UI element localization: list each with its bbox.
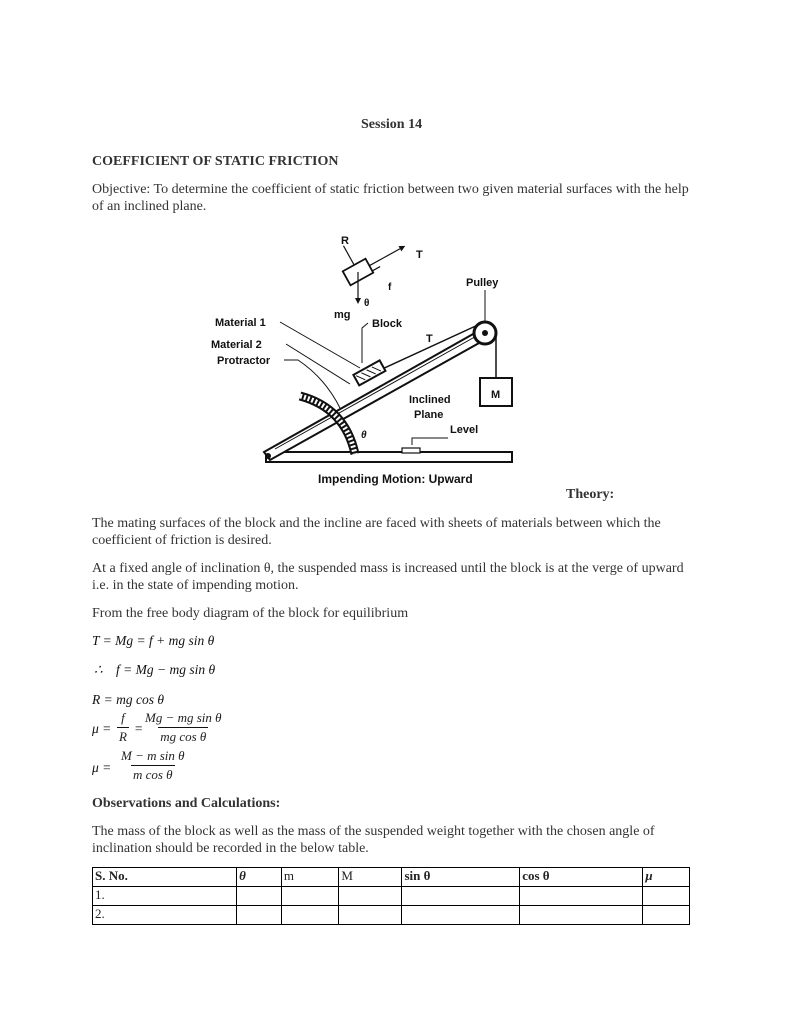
theory-paragraph-2: At a fixed angle of inclination θ, the suspended mass is increased until the block is at the verge of upward i.e. in the state of impending motion. [92, 561, 684, 593]
theory-paragraph-3: From the free body diagram of the block for equilibrium [92, 606, 409, 621]
pulley-axle [482, 330, 488, 336]
fraction-numerator: Mg − mg sin θ [145, 710, 222, 725]
session-label: Session 14 [361, 117, 423, 132]
table-cell [402, 906, 520, 925]
table-cell [237, 906, 282, 925]
equation-tension: T = Mg = f + mg sin θ [92, 633, 215, 648]
header-m: m [281, 868, 339, 887]
fraction-numerator: f [121, 710, 125, 725]
table-cell [237, 887, 282, 906]
fbd-t-label: T [416, 249, 423, 261]
plane-label: Plane [414, 409, 444, 421]
base-board [266, 452, 512, 462]
table-header-row [93, 868, 690, 887]
equation-friction: f = Mg − mg sin θ [116, 662, 216, 677]
table-cell [339, 887, 402, 906]
level-tool [402, 448, 420, 453]
mass-label: M [491, 389, 501, 401]
table-cell [643, 906, 690, 925]
fbd-f-label: f [388, 282, 392, 293]
header-big-m: M [339, 868, 402, 887]
inclined-plane-diagram [180, 228, 540, 493]
table-cell [643, 887, 690, 906]
header-mu: μ [643, 868, 690, 887]
observations-text: The mass of the block as well as the mass of the suspended weight together with the chosen angle of inclination should be recorded in the below table. [92, 824, 655, 856]
table-cell [520, 906, 643, 925]
material1-label: Material 1 [215, 317, 266, 329]
fraction-denominator: R [119, 729, 127, 744]
inclined-label: Inclined [409, 394, 451, 406]
table-cell [520, 887, 643, 906]
table-cell: 1. [93, 887, 237, 906]
fbd-theta-label: θ [364, 298, 370, 309]
equation-normal: R = mg cos θ [92, 692, 164, 707]
equation-mu-lhs: μ = [92, 721, 112, 736]
material2-leader [286, 344, 350, 384]
figure-caption: Impending Motion: Upward [318, 472, 473, 486]
level-label: Level [450, 424, 479, 436]
block-leader [362, 323, 368, 363]
block-label: Block [372, 318, 402, 330]
objective-text: Objective: To determine the coefficient of static friction between two given material surfaces with the help of an inclined plane. [92, 182, 689, 214]
fraction-numerator: M − m sin θ [121, 748, 185, 763]
therefore-symbol: ∴ [94, 662, 103, 677]
page-title: COEFFICIENT OF STATIC FRICTION [92, 154, 339, 169]
table-row [93, 887, 690, 906]
table-cell: 2. [93, 906, 237, 925]
fraction-denominator: mg cos θ [160, 729, 207, 744]
fraction-mu-expanded [143, 710, 224, 745]
material1-leader [280, 322, 360, 368]
observations-heading: Observations and Calculations: [92, 796, 281, 811]
fraction-f-over-r [117, 710, 129, 745]
table-cell [281, 906, 339, 925]
fbd-weight-arrow [355, 298, 361, 304]
header-cos-theta: cos θ [520, 868, 643, 887]
table-row [93, 906, 690, 925]
table-cell [339, 906, 402, 925]
protractor-label: Protractor [217, 355, 271, 367]
table-cell [281, 887, 339, 906]
table-cell [402, 887, 520, 906]
pivot-point [265, 453, 271, 459]
rope-t-label: T [426, 333, 433, 345]
pulley-label: Pulley [466, 277, 499, 289]
equation-mu-final-lhs: μ = [92, 760, 112, 775]
block-on-incline [353, 360, 385, 385]
fraction-denominator: m cos θ [132, 767, 173, 782]
base-theta-label: θ [361, 430, 367, 441]
fbd-r-label: R [341, 235, 349, 247]
theory-heading: Theory: [566, 487, 615, 502]
level-leader [412, 438, 448, 445]
equation-equals: = [134, 721, 144, 736]
observation-table [92, 867, 690, 925]
header-theta: θ [237, 868, 282, 887]
material2-label: Material 2 [211, 339, 262, 351]
header-sno: S. No. [93, 868, 237, 887]
fraction-mu-final [119, 748, 187, 783]
fbd-mg-label: mg [334, 309, 351, 321]
header-sin-theta: sin θ [402, 868, 520, 887]
theory-paragraph-1: The mating surfaces of the block and the incline are faced with sheets of materials between which the coefficient of friction is desired. [92, 516, 661, 548]
